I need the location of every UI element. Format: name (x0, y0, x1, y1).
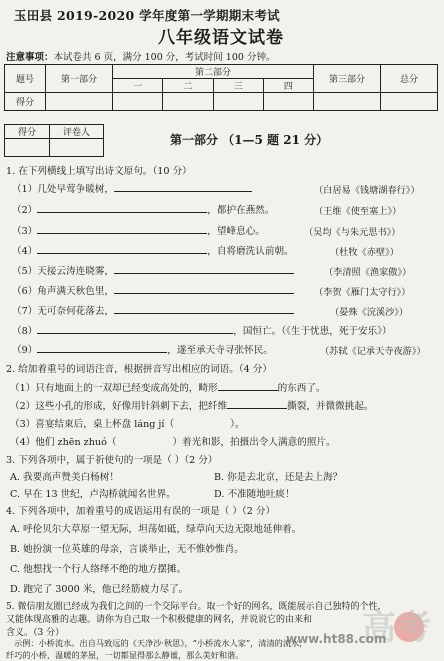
exam-title: 八年级语文试卷 (158, 28, 284, 48)
q1-item-5: （5）天接云涛连晓雾， (12, 263, 294, 277)
q3-stem: 3. 下列各项中，属于祈使句的一项是（ ）（2 分） (6, 455, 218, 466)
score-table (4, 64, 438, 111)
answer-blank[interactable] (227, 399, 287, 409)
q1-source-3: （吴均《与朱元思书》） (304, 227, 401, 238)
q1-item-8: （8） ，国恒亡。（《生于忧患，死于安乐》） (12, 326, 392, 337)
score-table-score-label: 得分 (5, 93, 46, 111)
q4-option-a: A. 呼伦贝尔大草原一望无际，坦荡如砥，绿草向天边无限地延伸着。 (10, 524, 302, 535)
grader-table-grader: 评卷人 (50, 125, 104, 139)
answer-blank[interactable] (37, 224, 207, 234)
score-table-part2-col: 四 (263, 79, 313, 93)
q3-option-c: C. 早在 13 世纪，卢沟桥就闻名世界。 (10, 489, 176, 500)
grader-score-cell[interactable] (5, 139, 50, 157)
score-cell[interactable] (163, 93, 213, 111)
q2-item-2: （2）这些小孔的形成，好像用针斜刺下去，把纤维 撕裂，并微微挑起。 (10, 401, 374, 412)
score-cell[interactable] (263, 93, 313, 111)
grader-table-score: 得分 (5, 125, 50, 139)
answer-blank[interactable] (114, 304, 294, 314)
answer-blank[interactable] (114, 182, 252, 192)
q4-option-d: D. 跑完了 3000 米，他已经筋疲力尽了。 (10, 584, 189, 595)
score-table-part1: 第一部分 (46, 65, 113, 93)
q1-source-9: （苏轼《记承天寺夜游》） (320, 346, 426, 357)
watermark-logo: 高考 (362, 608, 432, 648)
answer-blank[interactable] (37, 324, 233, 334)
score-cell[interactable] (46, 93, 113, 111)
q5-line-2: 又能体现高雅的志趣。请你为自己取一个积极健康的网名，并说说它的由来和 (6, 615, 313, 625)
q1-source-2: （王维《使至塞上》） (314, 206, 402, 217)
q1-source-6: （李贺《雁门太守行》） (314, 287, 411, 298)
answer-blank[interactable] (114, 284, 294, 294)
q5-line-1: 5. 微信朋友圈已经成为我们之间的一个交际平台。取一个好的网名，既能展示自己独特的个性， (6, 602, 387, 612)
grader-name-cell[interactable] (50, 139, 104, 157)
score-cell[interactable] (314, 93, 381, 111)
score-table-part2-col: 一 (113, 79, 163, 93)
answer-blank[interactable] (37, 343, 167, 353)
answer-blank[interactable] (114, 264, 294, 274)
q5-example-1: 示例：小桥流水。出自马致远的《天净沙·秋思》，“小桥流水人家”，清清的流水， (14, 638, 308, 648)
score-cell[interactable] (113, 93, 163, 111)
score-table-part2: 第二部分 (113, 65, 314, 79)
q5-line-3: 含义。（3 分） (6, 628, 65, 638)
q1-source-7: （晏殊《浣溪沙》） (330, 307, 409, 318)
q2-item-4: （4）他们 zhēn zhuó（ ）着光和影，拍摄出令人满意的照片。 (10, 437, 336, 448)
q1-item-1: （1）几处早莺争暖树， (12, 181, 252, 195)
notice-text: 本试卷共 6 页，满分 100 分，考试时间 100 分钟。 (53, 52, 276, 63)
q2-item-1: （1）只有地面上的一双却已经变成高处的，畸形 的东西了。 (10, 383, 326, 394)
score-cell[interactable] (213, 93, 263, 111)
q1-item-7: （7）无可奈何花落去， (12, 303, 294, 317)
q5-example-2: 纤巧的小桥，温暖的茅屋，一切都显得那么静谧，那么美好和谐。 (6, 650, 244, 660)
score-cell[interactable] (381, 93, 438, 111)
q1-item-6: （6）角声满天秋色里， (12, 283, 294, 297)
section-title: 第一部分 （1—5 题 21 分） (170, 133, 329, 147)
q2-stem: 2. 给加着重号的词语注音，根据拼音写出相应的词语。（4 分） (6, 364, 272, 375)
score-table-part2-col: 二 (163, 79, 213, 93)
q1-source-5: （李清照《渔家傲》） (324, 267, 412, 278)
q1-item-9: （9） ，遂至承天寺寻张怀民。 (12, 345, 273, 356)
q4-option-c: C. 他想找一个行人络绎不绝的地方摆摊。 (10, 564, 187, 575)
q1-item-4: （4） ，自将磨洗认前朝。 (12, 246, 294, 257)
watermark-url: www.ht88.com (286, 632, 387, 646)
score-table-part3: 第三部分 (314, 65, 381, 93)
q1-stem: 1. 在下列横线上填写出诗文原句。（10 分） (6, 166, 192, 177)
exam-school-line: 玉田县 2019-2020 学年度第一学期期末考试 (14, 8, 280, 23)
score-table-item-header: 题号 (5, 65, 46, 93)
q1-source-4: （杜牧《赤壁》） (330, 247, 399, 258)
exam-notice (6, 49, 275, 63)
notice-label: 注意事项： (6, 52, 54, 63)
q4-stem: 4. 下列各项中，加着重号的成语运用有误的一项是（ ）（2 分） (6, 506, 276, 517)
answer-blank[interactable] (37, 244, 207, 254)
grader-table (4, 124, 104, 157)
q3-option-a: A. 我要高声赞美白杨树！ (10, 472, 119, 483)
answer-blank[interactable] (218, 381, 278, 391)
q1-item-2: （2） ，都护在燕然。 (12, 205, 275, 216)
q3-option-d: D. 不准随地吐痰！ (214, 489, 295, 500)
score-table-part2-col: 三 (213, 79, 263, 93)
q1-source-1: （白居易《钱塘湖春行》） (314, 185, 420, 196)
q4-option-b: B. 她扮演一位英雄的母亲，言谈举止，无不惟妙惟肖。 (10, 544, 244, 555)
q1-item-3: （3） ，望峰息心。 (12, 226, 265, 237)
q3-option-b: B. 你是去北京，还是去上海？ (214, 472, 343, 483)
score-table-total: 总分 (381, 65, 438, 93)
answer-blank[interactable] (37, 203, 207, 213)
q2-item-3: （3）喜宴结束后，桌上杯盘 láng jí（ ）。 (10, 419, 245, 430)
